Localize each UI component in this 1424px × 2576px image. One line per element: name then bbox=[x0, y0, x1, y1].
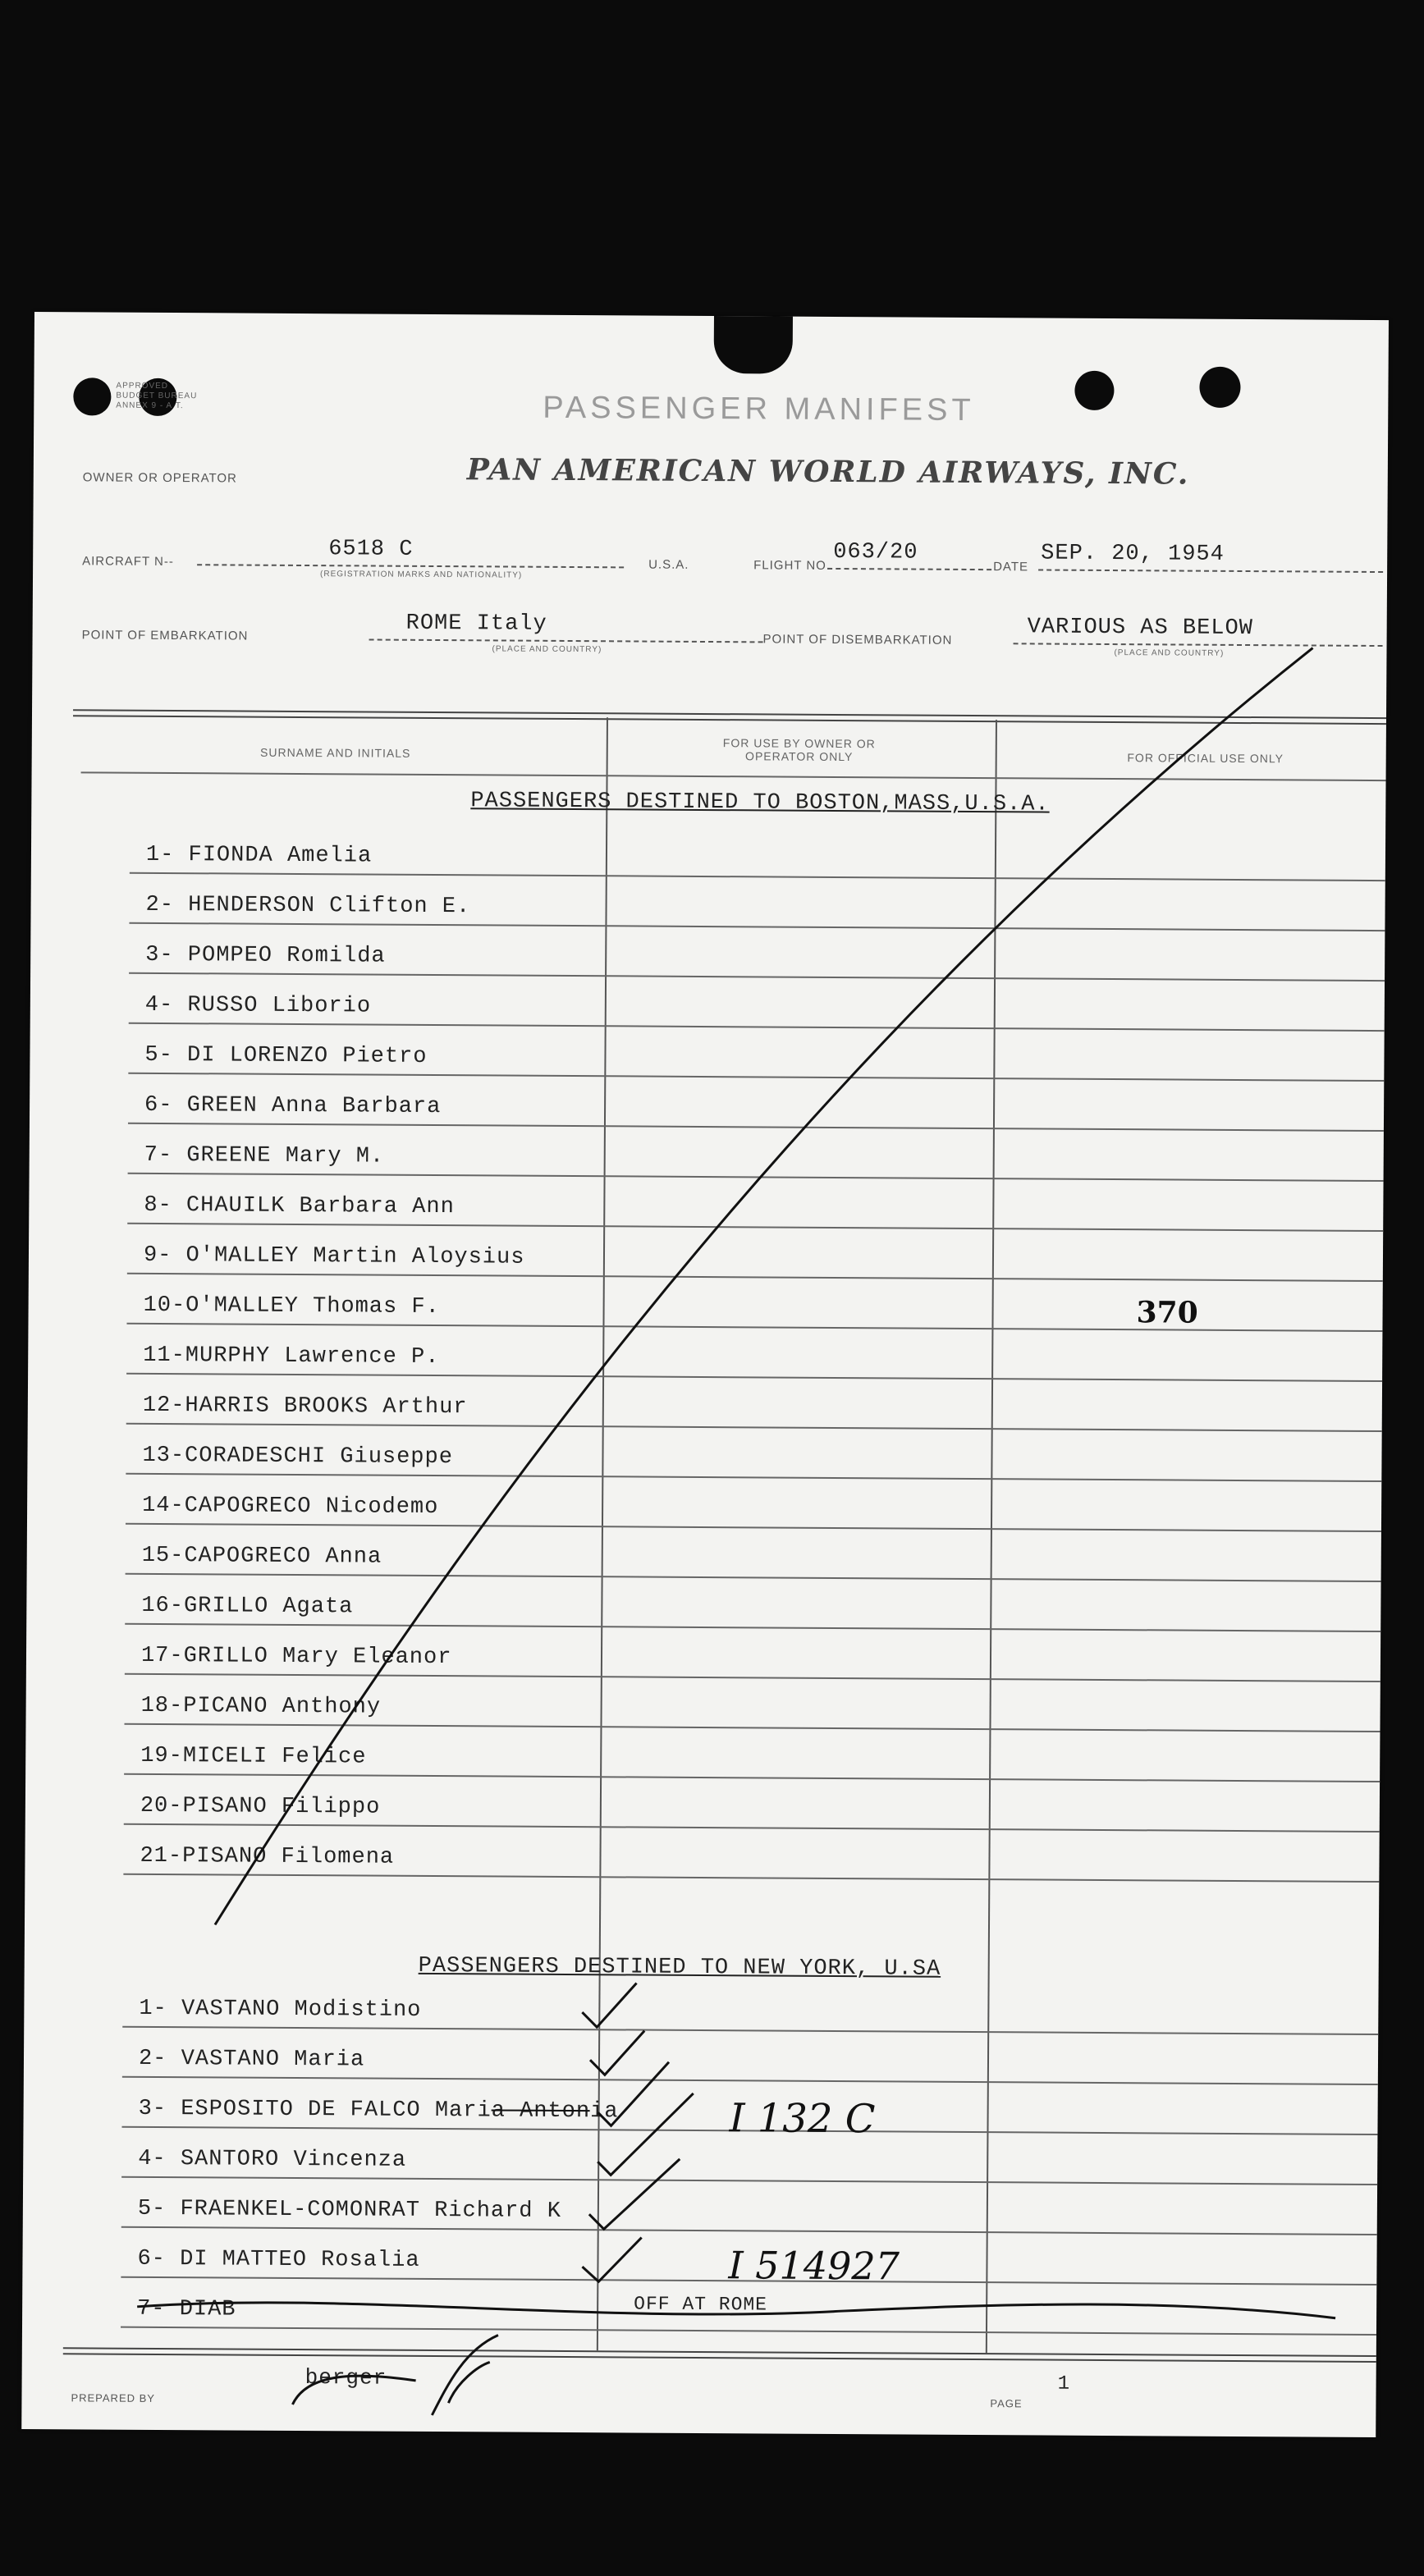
page-title: PASSENGER MANIFEST bbox=[543, 390, 975, 428]
embark-label: POINT OF EMBARKATION bbox=[81, 628, 249, 643]
list-item: 5- DI LORENZO Pietro bbox=[144, 1042, 428, 1069]
list-item: 20-PISANO Filippo bbox=[140, 1793, 381, 1820]
owner-label: OWNER OR OPERATOR bbox=[82, 470, 237, 486]
col-official-header: FOR OFFICIAL USE ONLY bbox=[1127, 751, 1284, 766]
aircraft-value: 6518 C bbox=[328, 537, 414, 562]
check-mark bbox=[589, 2158, 680, 2230]
list-item: 7- DIAB bbox=[137, 2296, 236, 2322]
list-item: 21-PISANO Filomena bbox=[140, 1843, 395, 1870]
list-item: 1- VASTANO Modistino bbox=[139, 1996, 422, 2023]
approval-stamp: APPROVED BUDGET BUREAU ANNEX 9 - A.T. bbox=[116, 381, 198, 411]
cross-out-line bbox=[137, 2299, 1335, 2318]
list-item: 17-GRILLO Mary Eleanor bbox=[140, 1643, 452, 1671]
list-item: 19-MICELI Felice bbox=[140, 1743, 367, 1770]
check-mark bbox=[598, 2093, 694, 2176]
list-item: 8- CHAUILK Barbara Ann bbox=[144, 1192, 455, 1220]
list-item: 15-CAPOGRECO Anna bbox=[141, 1543, 382, 1570]
list-item: 2- VASTANO Maria bbox=[138, 2046, 365, 2073]
list-item: 4- RUSSO Liborio bbox=[144, 992, 372, 1019]
date-label: DATE bbox=[993, 560, 1029, 574]
aircraft-label: AIRCRAFT N-- bbox=[82, 554, 174, 570]
list-item: 3- ESPOSITO DE FALCO Maria Antonia bbox=[138, 2096, 619, 2125]
embark-value: ROME Italy bbox=[405, 611, 547, 637]
list-item: 3- POMPEO Romilda bbox=[145, 942, 386, 969]
disembark-sub: (PLACE AND COUNTRY) bbox=[1114, 648, 1225, 658]
list-item: 11-MURPHY Lawrence P. bbox=[143, 1343, 440, 1370]
disembark-value: VARIOUS AS BELOW bbox=[1027, 615, 1254, 642]
official-number: 370 bbox=[1136, 1295, 1198, 1330]
signature-scrawl bbox=[292, 2334, 498, 2416]
handwritten-note-2: I 514927 bbox=[728, 2243, 900, 2289]
date-value: SEP. 20, 1954 bbox=[1041, 541, 1225, 567]
prepared-value: berger bbox=[304, 2365, 387, 2391]
embark-sub: (PLACE AND COUNTRY) bbox=[492, 644, 602, 655]
list-item: 4- SANTORO Vincenza bbox=[138, 2146, 407, 2173]
page-label: PAGE bbox=[990, 2397, 1023, 2410]
list-item: 2- HENDERSON Clifton E. bbox=[145, 892, 471, 920]
prepared-label: PREPARED BY bbox=[71, 2391, 156, 2404]
check-mark bbox=[582, 1983, 636, 2027]
underline-mark bbox=[492, 2110, 590, 2111]
pen-marks bbox=[21, 312, 1389, 2437]
company-name: PAN AMERICAN WORLD AIRWAYS, INC. bbox=[466, 452, 1190, 492]
off-at-rome-note: OFF AT ROME bbox=[634, 2293, 768, 2316]
col-surname-header: SURNAME AND INITIALS bbox=[259, 745, 411, 760]
strike-through-line bbox=[215, 641, 1313, 1931]
list-item: 7- GREENE Mary M. bbox=[144, 1142, 385, 1169]
manifest-paper bbox=[21, 312, 1389, 2437]
list-item: 6- GREEN Anna Barbara bbox=[144, 1092, 442, 1120]
list-item: 16-GRILLO Agata bbox=[141, 1593, 354, 1620]
list-item: 10-O'MALLEY Thomas F. bbox=[143, 1293, 440, 1320]
list-item: 12-HARRIS BROOKS Arthur bbox=[142, 1393, 468, 1421]
flight-value: 063/20 bbox=[833, 539, 918, 565]
list-item: 6- DI MATTEO Rosalia bbox=[137, 2246, 420, 2273]
list-item: 1- FIONDA Amelia bbox=[145, 842, 373, 869]
check-mark bbox=[590, 2030, 644, 2075]
list-item: 18-PICANO Anthony bbox=[140, 1693, 382, 1720]
list-item: 13-CORADESCHI Giuseppe bbox=[142, 1443, 454, 1471]
boston-heading: PASSENGERS DESTINED TO BOSTON,MASS,U.S.A. bbox=[470, 789, 1050, 817]
aircraft-sub: (REGISTRATION MARKS AND NATIONALITY) bbox=[320, 570, 523, 580]
flight-label: FLIGHT NO. bbox=[753, 558, 831, 573]
col-owner-header: FOR USE BY OWNER OR OPERATOR ONLY bbox=[722, 736, 876, 764]
newyork-heading: PASSENGERS DESTINED TO NEW YORK, U.SA bbox=[418, 1953, 941, 1982]
handwritten-note-1: I 132 C bbox=[729, 2095, 876, 2143]
list-item: 5- FRAENKEL-COMONRAT Richard K bbox=[137, 2196, 562, 2224]
check-mark bbox=[582, 2237, 641, 2281]
list-item: 9- O'MALLEY Martin Aloysius bbox=[143, 1242, 525, 1270]
page-value: 1 bbox=[1057, 2372, 1071, 2395]
list-item: 14-CAPOGRECO Nicodemo bbox=[142, 1493, 439, 1521]
disembark-label: POINT OF DISEMBARKATION bbox=[762, 632, 953, 647]
usa-label: U.S.A. bbox=[648, 557, 689, 572]
